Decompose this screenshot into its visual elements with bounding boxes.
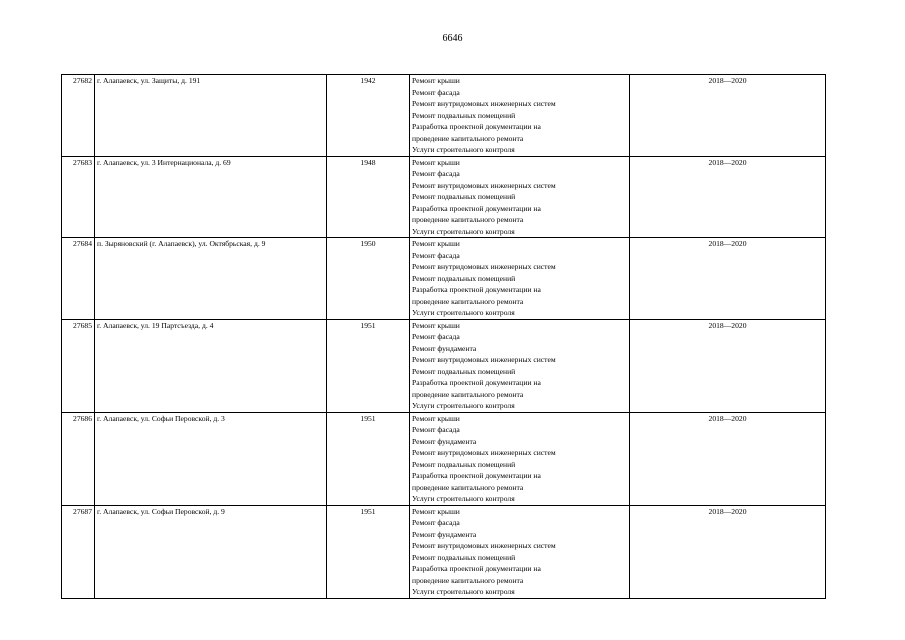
work-item: Услуги строительного контроля xyxy=(412,401,515,410)
period-cell: 2018—2020 xyxy=(630,505,826,598)
work-item: Разработка проектной документации на xyxy=(412,203,541,213)
work-item: проведение капитального ремонта xyxy=(412,133,524,143)
work-item: Ремонт крыши xyxy=(412,506,460,516)
work-item: Разработка проектной документации на xyxy=(412,471,541,480)
work-item: Ремонт крыши xyxy=(412,413,460,423)
work-item: Ремонт крыши xyxy=(412,157,460,167)
work-item: Ремонт внутридомовых инженерных систем xyxy=(412,355,556,364)
table-row xyxy=(62,505,826,598)
work-item: Разработка проектной документации на xyxy=(412,564,541,573)
works-cell xyxy=(410,412,630,505)
work-item: Услуги строительного контроля xyxy=(412,308,515,317)
work-item: Ремонт внутридомовых инженерных систем xyxy=(412,262,556,271)
work-item: Ремонт фундамента xyxy=(412,343,477,353)
period-cell: 2018—2020 xyxy=(630,319,826,412)
work-item: Разработка проектной документации на xyxy=(412,378,541,387)
work-item: Услуги строительного контроля xyxy=(412,587,515,596)
works-cell xyxy=(410,75,630,157)
work-item: проведение капитального ремонта xyxy=(412,575,524,585)
page-number: 6646 xyxy=(442,33,463,44)
work-item: Ремонт крыши xyxy=(412,320,460,330)
work-item: Разработка проектной документации на xyxy=(412,122,541,131)
work-item: Ремонт фундамента xyxy=(412,436,477,446)
work-item: проведение капитального ремонта xyxy=(412,215,524,224)
work-item: Услуги строительного контроля xyxy=(412,494,515,503)
work-item: Услуги строительного контроля xyxy=(412,145,515,154)
table-row xyxy=(62,412,826,505)
address-cell: г. Алапаевск, ул. Защиты, д. 191 xyxy=(95,75,327,157)
works-cell xyxy=(410,505,630,598)
registry-table xyxy=(61,74,826,599)
work-item: Ремонт внутридомовых инженерных систем xyxy=(412,99,556,108)
table-row xyxy=(62,238,826,320)
work-item: Услуги строительного контроля xyxy=(412,226,515,236)
work-item: Ремонт крыши xyxy=(412,76,460,85)
year-cell: 1951 xyxy=(327,505,410,598)
work-item: Ремонт подвальных помещений xyxy=(412,552,516,562)
work-item: проведение капитального ремонта xyxy=(412,296,524,306)
work-item: Ремонт фасада xyxy=(412,425,460,434)
works-cell xyxy=(410,319,630,412)
row-number-cell: 27683 xyxy=(62,156,95,238)
period-cell: 2018—2020 xyxy=(630,75,826,157)
work-item: Ремонт фасада xyxy=(412,87,460,97)
work-item: Ремонт подвальных помещений xyxy=(412,110,516,120)
address-cell: г. Алапаевск, ул. 19 Партсъезда, д. 4 xyxy=(95,319,327,412)
work-item: Ремонт подвальных помещений xyxy=(412,366,516,376)
work-item: Ремонт фасада xyxy=(412,169,460,178)
year-cell: 1951 xyxy=(327,412,410,505)
work-item: Ремонт подвальных помещений xyxy=(412,273,516,283)
work-item: проведение капитального ремонта xyxy=(412,482,524,492)
period-cell: 2018—2020 xyxy=(630,156,826,238)
work-item: Ремонт фасада xyxy=(412,518,460,527)
work-item: проведение капитального ремонта xyxy=(412,389,524,399)
work-item: Ремонт внутридомовых инженерных систем xyxy=(412,448,556,457)
work-item: Ремонт подвальных помещений xyxy=(412,192,516,201)
table-row xyxy=(62,156,826,238)
period-cell: 2018—2020 xyxy=(630,412,826,505)
address-cell: п. Зыряновский (г. Алапаевск), ул. Октябрьская, д. 9 xyxy=(95,238,327,320)
work-item: Ремонт подвальных помещений xyxy=(412,459,516,469)
address-cell: г. Алапаевск, ул. 3 Интернационала, д. 69 xyxy=(95,156,327,238)
works-cell xyxy=(410,156,630,238)
row-number-cell: 27685 xyxy=(62,319,95,412)
work-item: Ремонт фасада xyxy=(412,332,460,341)
row-number-cell: 27687 xyxy=(62,505,95,598)
period-cell: 2018—2020 xyxy=(630,238,826,320)
address-cell: г. Алапаевск, ул. Софьи Перовской, д. 9 xyxy=(95,505,327,598)
year-cell: 1942 xyxy=(327,75,410,157)
row-number-cell: 27686 xyxy=(62,412,95,505)
table-row xyxy=(62,75,826,157)
row-number-cell: 27684 xyxy=(62,238,95,320)
row-number-cell: 27682 xyxy=(62,75,95,157)
address-cell: г. Алапаевск, ул. Софьи Перовской, д. 3 xyxy=(95,412,327,505)
work-item: Ремонт внутридомовых инженерных систем xyxy=(412,180,556,190)
year-cell: 1950 xyxy=(327,238,410,320)
registry-table-body xyxy=(62,75,826,599)
year-cell: 1948 xyxy=(327,156,410,238)
work-item: Ремонт крыши xyxy=(412,239,460,248)
works-cell xyxy=(410,238,630,320)
work-item: Ремонт фундамента xyxy=(412,529,477,539)
table-row xyxy=(62,319,826,412)
year-cell: 1951 xyxy=(327,319,410,412)
work-item: Ремонт фасада xyxy=(412,250,460,260)
work-item: Ремонт внутридомовых инженерных систем xyxy=(412,541,556,550)
work-item: Разработка проектной документации на xyxy=(412,285,541,294)
